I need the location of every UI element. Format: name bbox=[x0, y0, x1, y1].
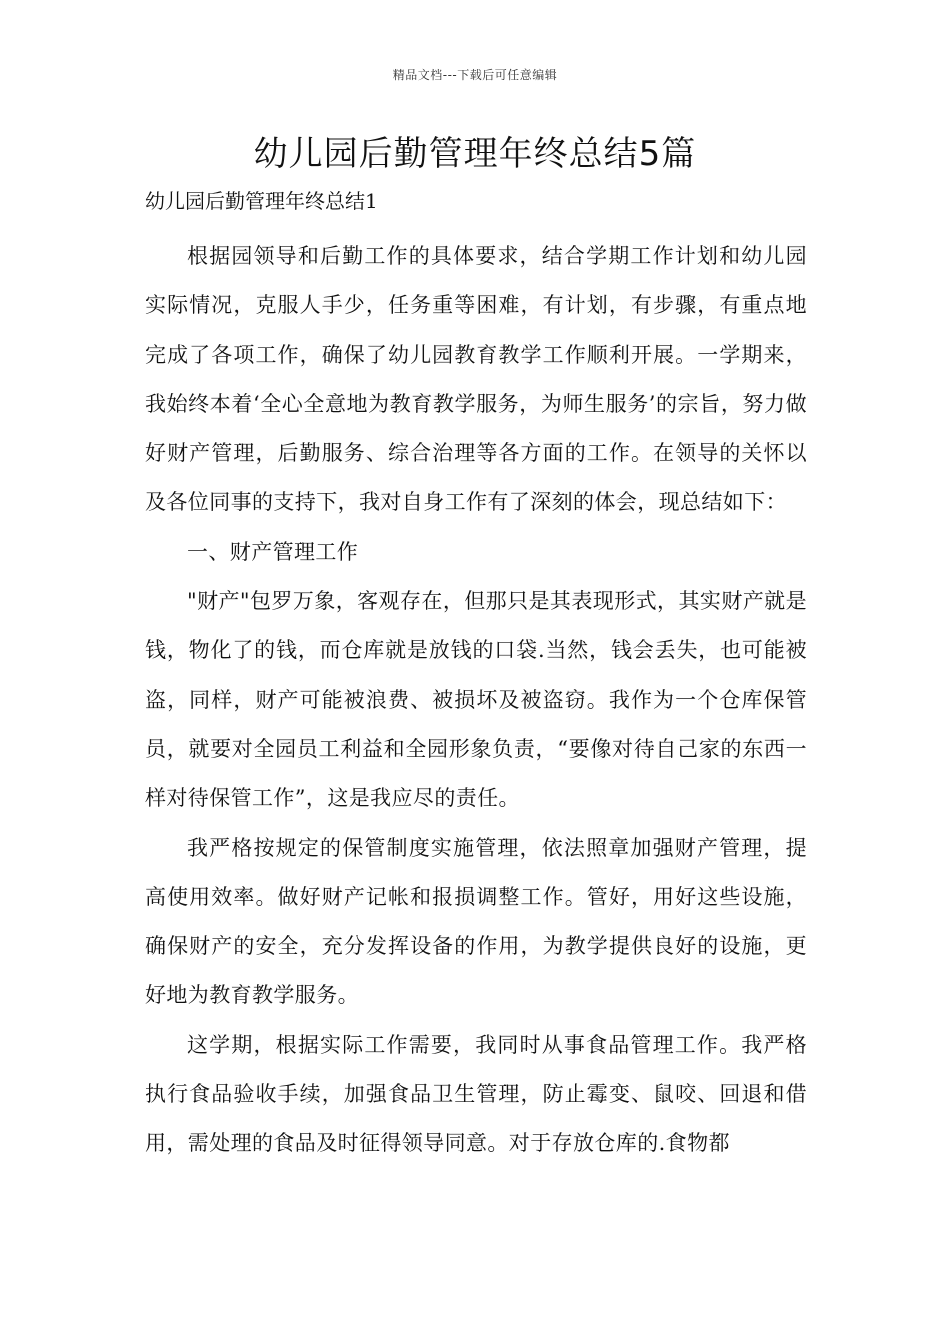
document-title: 幼儿园后勤管理年终总结5篇 bbox=[253, 134, 697, 174]
header-note: 精品文档---下载后可任意编辑 bbox=[392, 68, 558, 82]
document-body bbox=[145, 232, 807, 1169]
paragraph-intro: 根据园领导和后勤工作的具体要求，结合学期工作计划和幼儿园实际情况，克服人手少，任务重等困难，有计划，有步骤，有重点地完成了各项工作，确保了幼儿园教育教学工作顺利开展。一学期来，我始终本着‘全心全意地为教育教学服务，为师生服务’的宗旨，努力做好财产管理，后勤服务、综合治理等各方面的工作。在领导的关怀以及各位同事的支持下，我对自身工作有了深刻的体会，现总结如下： bbox=[145, 244, 807, 515]
section-subtitle: 幼儿园后勤管理年终总结1 bbox=[145, 189, 378, 213]
section-heading-property: 一、财产管理工作 bbox=[187, 539, 359, 564]
paragraph-property: "财产"包罗万象，客观存在，但那只是其表现形式，其实财产就是钱，物化了的钱，而仓库就是放钱的口袋.当然，钱会丢失，也可能被盗，同样，财产可能被浪费、被损坏及被盗窃。我作为一个仓库保管员，就要对全园员工利益和全园形象负责，“要像对待自己家的东西一样对待保管工作”，这是我应尽的责任。 bbox=[145, 589, 807, 811]
paragraph-food: 这学期，根据实际工作需要，我同时从事食品管理工作。我严格执行食品验收手续，加强食品卫生管理，防止霉变、鼠咬、回退和借用，需处理的食品及时征得领导同意。对于存放仓库的.食物都 bbox=[145, 1032, 807, 1156]
paragraph-management: 我严格按规定的保管制度实施管理，依法照章加强财产管理，提高使用效率。做好财产记帐和报损调整工作。管好，用好这些设施，确保财产的安全，充分发挥设备的作用，为教学提供良好的设施，更好地为教育教学服务。 bbox=[145, 835, 807, 1008]
